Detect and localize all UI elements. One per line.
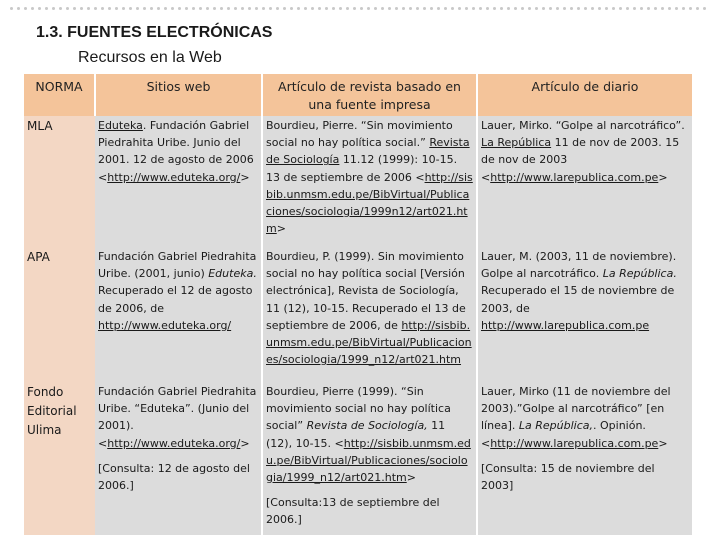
header-articulo-revista: Artículo de revista basado en una fuente impresa xyxy=(262,74,477,116)
slide-subtitle: Recursos en la Web xyxy=(78,49,222,66)
decorative-dot xyxy=(178,7,181,10)
decorative-dot xyxy=(598,7,601,10)
text-segment: Lauer, M. (2003, 11 de noviembre). Golpe al narcotráfico. xyxy=(481,250,677,281)
decorative-dot xyxy=(136,7,139,10)
decorative-dot xyxy=(654,7,657,10)
decorative-dot xyxy=(52,7,55,10)
decorative-dot xyxy=(94,7,97,10)
decorative-dot xyxy=(444,7,447,10)
citation-table xyxy=(24,74,692,535)
decorative-dot xyxy=(486,7,489,10)
decorative-dot xyxy=(150,7,153,10)
decorative-dot xyxy=(38,7,41,10)
decorative-dot xyxy=(381,7,384,10)
decorative-dot xyxy=(234,7,237,10)
decorative-dot xyxy=(500,7,503,10)
decorative-dot xyxy=(325,7,328,10)
decorative-dot xyxy=(640,7,643,10)
decorative-dot xyxy=(255,7,258,10)
decorative-dot xyxy=(549,7,552,10)
slide-title: 1.3. FUENTES ELECTRÓNICAS xyxy=(36,24,273,41)
link-larepublica[interactable]: http://www.larepublica.com.pe xyxy=(490,170,659,184)
consulta-note: [Consulta: 12 de agosto del 2006.] xyxy=(98,461,250,493)
header-sitios-web: Sitios web xyxy=(95,74,262,116)
text-segment: > xyxy=(240,170,250,184)
text-segment: 11 (12), 10-15. < xyxy=(266,419,446,450)
decorative-dot xyxy=(409,7,412,10)
text-segment: Recuperado el 15 de noviembre de 2003, de xyxy=(481,284,675,315)
text-segment: Fundación Gabriel Piedrahita Uribe. “Eduteka”. (Junio del 2001). < xyxy=(98,385,257,450)
decorative-dot xyxy=(493,7,496,10)
paragraph xyxy=(98,383,258,452)
decorative-dot xyxy=(556,7,559,10)
decorative-dot xyxy=(248,7,251,10)
text-segment: La República. xyxy=(602,267,677,281)
revista-cell-mla xyxy=(262,116,477,247)
decorative-dot xyxy=(591,7,594,10)
decorative-dot xyxy=(668,7,671,10)
decorative-dot xyxy=(304,7,307,10)
decorative-dot xyxy=(108,7,111,10)
decorative-dot xyxy=(346,7,349,10)
decorative-dot xyxy=(675,7,678,10)
decorative-dot xyxy=(290,7,293,10)
header-norma: NORMA xyxy=(24,74,95,116)
diario-cell-fondo xyxy=(477,382,692,535)
decorative-dot xyxy=(507,7,510,10)
decorative-dot xyxy=(157,7,160,10)
decorative-dot xyxy=(465,7,468,10)
decorative-dot xyxy=(171,7,174,10)
decorative-dot xyxy=(430,7,433,10)
decorative-dot xyxy=(437,7,440,10)
decorative-dot xyxy=(458,7,461,10)
text-segment: > xyxy=(658,170,668,184)
decorative-dot xyxy=(59,7,62,10)
decorative-dot xyxy=(31,7,34,10)
link-larepublica[interactable]: http://www.larepublica.com.pe xyxy=(481,318,650,332)
decorative-dot xyxy=(451,7,454,10)
text-segment: Bourdieu, Pierre (1999). “Sin movimiento social no hay política social” xyxy=(266,385,451,433)
text-segment: Revista de Sociología, xyxy=(306,419,428,433)
diario-cell-mla xyxy=(477,116,692,247)
text-segment: > xyxy=(658,436,668,450)
decorative-dot xyxy=(647,7,650,10)
decorative-dot xyxy=(528,7,531,10)
decorative-dot xyxy=(661,7,664,10)
decorative-dot xyxy=(318,7,321,10)
table-header-row xyxy=(24,74,692,116)
decorative-dot xyxy=(73,7,76,10)
text-segment: Fundación Gabriel Piedrahita Uribe. (2001, junio) xyxy=(98,250,257,281)
text-segment: Bourdieu, Pierre. “Sin movimiento social no hay política social.” xyxy=(266,119,453,150)
decorative-dot xyxy=(682,7,685,10)
consulta-note: [Consulta: 15 de noviembre del 2003] xyxy=(481,461,655,493)
decorative-dot xyxy=(619,7,622,10)
header-articulo-diario: Artículo de diario xyxy=(477,74,692,116)
decorative-dot xyxy=(17,7,20,10)
link-eduteka[interactable]: http://www.eduteka.org/ xyxy=(107,170,241,184)
decorative-dot xyxy=(626,7,629,10)
decorative-dot xyxy=(339,7,342,10)
text-segment: 11 de nov de 2003. 15 de nov de 2003 < xyxy=(481,136,680,184)
decorative-dot xyxy=(283,7,286,10)
decorative-dot xyxy=(45,7,48,10)
decorative-dot xyxy=(241,7,244,10)
text-segment: La República xyxy=(481,136,552,150)
text-segment: Eduteka xyxy=(98,119,143,132)
decorative-dot xyxy=(87,7,90,10)
decorative-dot xyxy=(633,7,636,10)
web-cell-fondo xyxy=(95,382,262,535)
diario-cell-apa xyxy=(477,247,692,382)
text-segment: La República, xyxy=(518,419,594,433)
text-segment: . Fundación Gabriel Piedrahita Uribe. Junio del 2001. 12 de agosto de 2006 < xyxy=(98,119,254,184)
decorative-dot xyxy=(514,7,517,10)
norma-cell-fondo: Fondo Editorial Ulima xyxy=(24,382,95,535)
revista-cell-fondo xyxy=(262,382,477,535)
decorative-dot xyxy=(423,7,426,10)
decorative-dot xyxy=(80,7,83,10)
text-segment: 11.12 (1999): 10-15. 13 de septiembre de 2006 < xyxy=(266,153,458,184)
decorative-dot xyxy=(227,7,230,10)
decorative-dot xyxy=(584,7,587,10)
decorative-dot xyxy=(416,7,419,10)
decorative-dot xyxy=(213,7,216,10)
decorative-dot xyxy=(472,7,475,10)
decorative-dot xyxy=(353,7,356,10)
decorative-dot xyxy=(129,7,132,10)
decorative-dot xyxy=(479,7,482,10)
link-larepublica[interactable]: http://www.larepublica.com.pe xyxy=(490,436,659,450)
decorative-dot xyxy=(703,7,706,10)
link-eduteka[interactable]: http://www.eduteka.org/ xyxy=(107,436,241,450)
decorative-dot xyxy=(577,7,580,10)
decorative-dot xyxy=(262,7,265,10)
decorative-dot xyxy=(297,7,300,10)
text-segment: > xyxy=(406,471,416,485)
paragraph xyxy=(481,383,689,452)
decorative-dot xyxy=(402,7,405,10)
decorative-dot xyxy=(206,7,209,10)
decorative-dot xyxy=(220,7,223,10)
decorative-dot xyxy=(563,7,566,10)
decorative-dot xyxy=(199,7,202,10)
table-row-apa xyxy=(24,247,692,382)
text-segment: Lauer, Mirko (11 de noviembre del 2003).”Golpe al narcotráfico” [en línea]. xyxy=(481,385,671,433)
text-segment: . Opinión. < xyxy=(481,419,646,450)
decorative-dot xyxy=(164,7,167,10)
table-row-fondo-editorial xyxy=(24,382,692,535)
text-segment: > xyxy=(276,222,286,236)
decorative-dot xyxy=(122,7,125,10)
decorative-dot xyxy=(192,7,195,10)
decorative-dot xyxy=(542,7,545,10)
decorative-dot-border xyxy=(10,4,710,12)
decorative-dot xyxy=(115,7,118,10)
revista-cell-apa xyxy=(262,247,477,382)
decorative-dot xyxy=(66,7,69,10)
consulta-note: [Consulta:13 de septiembre del 2006.] xyxy=(266,496,440,527)
table-row-mla xyxy=(24,116,692,247)
decorative-dot xyxy=(185,7,188,10)
web-cell-apa xyxy=(95,247,262,382)
web-cell-mla xyxy=(95,116,262,247)
decorative-dot xyxy=(689,7,692,10)
link-sisbib[interactable]: http://sisbib.unmsm.edu.pe/BibVirtual/Publicaciones/sociologia/1999n12/art021.htm xyxy=(266,170,473,236)
decorative-dot xyxy=(388,7,391,10)
text-segment: Eduteka. xyxy=(208,267,257,281)
decorative-dot xyxy=(535,7,538,10)
text-segment: Bourdieu, P. (1999). Sin movimiento social no hay política social [Versión electrónica], Revista de Sociología, 11 (12), 10-15. Recuperado el 13 de septiembre de 2006, de xyxy=(266,250,466,332)
text-segment: > xyxy=(240,436,250,450)
decorative-dot xyxy=(395,7,398,10)
link-sisbib[interactable]: http://sisbib.unmsm.edu.pe/BibVirtual/Publicaciones/sociologia/1999_n12/art021.htm xyxy=(266,318,472,367)
decorative-dot xyxy=(24,7,27,10)
text-segment: Lauer, Mirko. “Golpe al narcotráfico”. xyxy=(481,119,685,132)
norma-cell-apa: APA xyxy=(24,247,95,382)
decorative-dot xyxy=(570,7,573,10)
decorative-dot xyxy=(360,7,363,10)
decorative-dot xyxy=(311,7,314,10)
decorative-dot xyxy=(521,7,524,10)
decorative-dot xyxy=(367,7,370,10)
decorative-dot xyxy=(269,7,272,10)
decorative-dot xyxy=(10,7,13,10)
norma-cell-mla: MLA xyxy=(24,116,95,247)
decorative-dot xyxy=(332,7,335,10)
decorative-dot xyxy=(605,7,608,10)
decorative-dot xyxy=(374,7,377,10)
text-segment: Revista de Sociología xyxy=(266,136,470,167)
text-segment: Recuperado el 12 de agosto de 2006, de xyxy=(98,284,253,315)
link-eduteka[interactable]: http://www.eduteka.org/ xyxy=(98,318,232,332)
decorative-dot xyxy=(612,7,615,10)
paragraph xyxy=(266,383,473,486)
decorative-dot xyxy=(143,7,146,10)
decorative-dot xyxy=(101,7,104,10)
decorative-dot xyxy=(276,7,279,10)
decorative-dot xyxy=(696,7,699,10)
link-sisbib[interactable]: http://sisbib.unmsm.edu.pe/BibVirtual/Publicaciones/sociologia/1999_n12/art021.htm xyxy=(266,436,471,485)
